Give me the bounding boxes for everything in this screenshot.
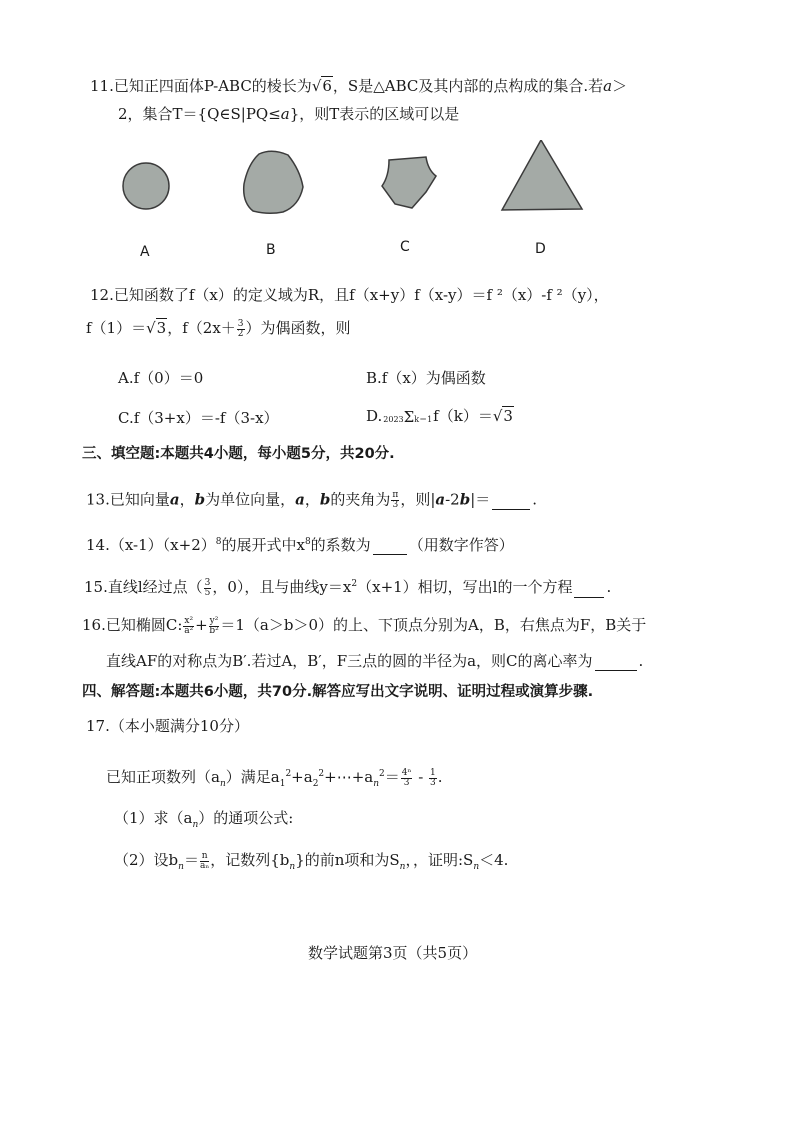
q17-stem: 已知正项数列$(a_n)$满足$a_1^2+a_2^2+\cdots+a_n^2=$ $\frac{\text{4ⁿ}}{3}$ - $\frac{1}{3}$ .	[106, 767, 443, 789]
q17-heading: 17.（本小题满分10分）	[86, 717, 249, 735]
summation: 2023Σk＝1	[383, 407, 433, 426]
q14: $14.(x-1)(x+2)^8$的展开式中$x^8$的系数为 （用数字作答）	[86, 536, 514, 554]
answer-blank[interactable]	[373, 534, 407, 555]
section-4-heading: 四、解答题:本题共6小题，共70分.解答应写出文字说明、证明过程或演算步骤.	[82, 684, 594, 700]
fraction-3-5: $\frac{3}{5}$	[204, 577, 211, 598]
page-footer: 数学试题第3页（共5页）	[308, 944, 478, 962]
q12-option-b: B.f（x）为偶函数	[366, 369, 486, 387]
q12-option-d: D.2023Σk＝1f（k）＝√3	[366, 407, 513, 426]
shape-circle-a	[123, 163, 169, 209]
fraction-3-2: $\frac{3}{2}$	[237, 318, 244, 339]
section-3-heading: 三、填空题:本题共4小题，每小题5分，共20分.	[82, 446, 395, 462]
answer-blank[interactable]	[574, 577, 604, 598]
q16-line2: 直线AF的对称点为B′.若过A，B′，F三点的圆的半径为a，则C的离心率为 .	[106, 652, 644, 670]
sqrt-6: √6	[311, 77, 332, 95]
shape-concave-hexagon-c	[382, 157, 436, 208]
choice-label-a: A	[140, 244, 150, 260]
fraction-4n-3: $\frac{\text{4ⁿ}}{3}$	[401, 767, 412, 788]
choice-label-b: B	[266, 242, 276, 258]
q12-line2: f（1）＝√3，f（2x＋ $\frac{3}{2}$ ）为偶函数，则	[86, 318, 351, 339]
q11-figures	[0, 140, 794, 260]
sqrt-3-d: √3	[492, 407, 513, 425]
fraction-1-3: $\frac{1}{3}$	[430, 767, 436, 788]
q17-part1: （1）求$(a_n)$的通项公式:	[114, 809, 294, 830]
fraction-x2-a2: $\frac{\text{x²}}{\text{a²}}$	[184, 615, 194, 636]
fraction-y2-b2: $\frac{\text{y²}}{\text{b²}}$	[209, 615, 219, 636]
q12-line1: 12.已知函数了f（x）的定义域为R，且f（x+y）f（x-y）＝f ²（x）-f ²（y），	[90, 286, 609, 304]
q15: 15.直线l经过点（ $\frac{3}{5}$ ，0），且与曲线$y=x^2(x+1)$相切，写出l的一个方程 .	[84, 577, 612, 598]
q13: 13.已知向量a，b为单位向量，a，b的夹角为 $\frac{\pi}{3}$ ，则|a-2b|＝ .	[86, 490, 538, 510]
sqrt-3: √3	[146, 319, 167, 337]
q12-option-c: C.f（3+x）＝-f（3-x）	[118, 409, 279, 427]
q16-line1: 16.已知椭圆C: $\frac{\text{x²}}{\text{a²}}$ + $\frac{\text{y²}}{\text{b²}}$ ＝1（a＞b＞0）的上、下顶点分别为A，B，右焦点为F，B关于	[82, 615, 647, 636]
choice-label-c: C	[400, 239, 410, 255]
q12-option-a: A.f（0）＝0	[118, 369, 204, 387]
q11-line1: 11.已知正四面体P-ABC的棱长为√6，S是△ABC及其内部的点构成的集合.若a＞	[90, 77, 628, 95]
answer-blank[interactable]	[595, 650, 637, 671]
shape-rounded-triangle-b	[244, 151, 303, 213]
answer-blank[interactable]	[492, 489, 530, 510]
fraction-pi-3: $\frac{\pi}{3}$	[392, 490, 399, 510]
shape-triangle-d	[502, 140, 582, 210]
q17-part2: （2）设$b_n=$ $\frac{n}{\text{aₙ}}$ ，记数列$\{b_n\}$的前n项和为$S_n$，，证明$:S_n<4$.	[114, 850, 509, 872]
choice-label-d: D	[535, 241, 546, 257]
fraction-n-an: $\frac{n}{\text{aₙ}}$	[199, 850, 210, 871]
q11-line2: 2，集合T＝{Q∈S|PQ≤a}，则T表示的区域可以是	[118, 105, 460, 123]
